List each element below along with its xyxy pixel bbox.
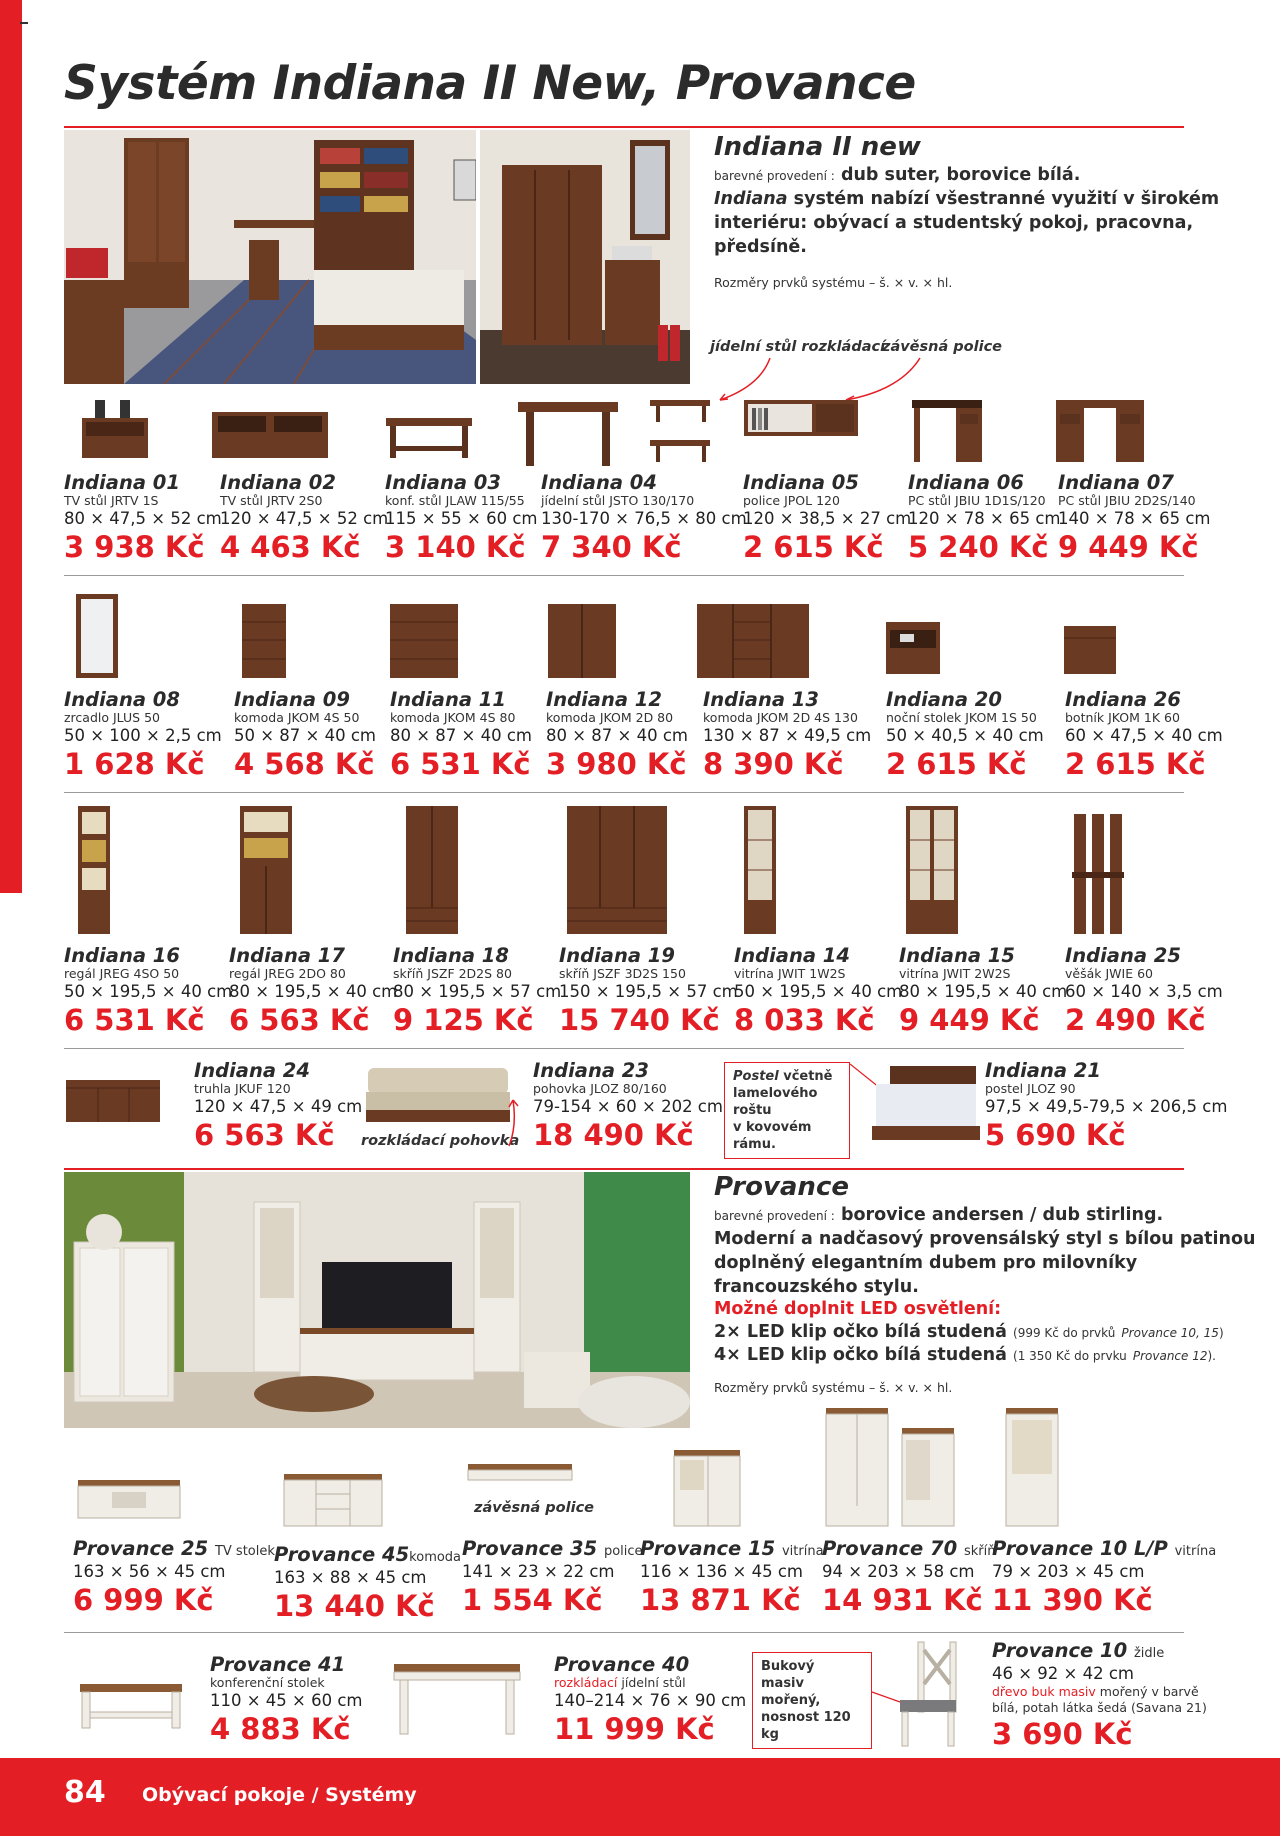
- product-indiana-13: [703, 689, 871, 782]
- chest-icon: [388, 602, 460, 680]
- bed-note-box: [724, 1062, 850, 1159]
- product-indiana-04: [541, 472, 747, 565]
- product-indiana-09: [234, 689, 376, 782]
- product-dims: 80 × 87 × 40 cm: [390, 726, 533, 745]
- product-price: 8 390 Kč: [703, 747, 844, 781]
- product-indiana-07: [1058, 472, 1211, 565]
- left-accent-bar: [0, 0, 22, 893]
- product-desc: skříň JSZF 2D2S 80: [393, 966, 512, 981]
- indiana-desc-line4: předsíně.: [714, 237, 807, 257]
- product-indiana-11: [390, 689, 532, 782]
- product-indiana-17: [229, 945, 397, 1038]
- product-dims: 110 × 45 × 60 cm: [210, 1691, 363, 1710]
- callout-wall-shelf: závěsná police: [882, 339, 1003, 355]
- product-dims: 50 × 100 × 2,5 cm: [64, 726, 222, 745]
- product-desc: skříň JSZF 3D2S 150: [559, 966, 686, 981]
- product-price: 7 340 Kč: [541, 530, 682, 564]
- section-rule: [64, 1168, 1184, 1170]
- callout-sofa: rozkládací pohovka: [361, 1133, 520, 1149]
- row-divider: [64, 1632, 1184, 1633]
- product-dims: 130 × 87 × 49,5 cm: [703, 726, 872, 745]
- product-desc: regál JREG 4SO 50: [64, 966, 180, 981]
- row-divider: [64, 575, 1184, 576]
- page-title: Systém Indiana II New, Provance: [64, 56, 916, 111]
- product-desc: pohovka JLOZ 80/160: [533, 1081, 667, 1096]
- product-price: 8 033 Kč: [734, 1003, 875, 1037]
- tv-stand-wide-icon: [210, 410, 330, 460]
- product-dims: 50 × 195,5 × 40 cm: [734, 982, 903, 1001]
- product-indiana-24: [194, 1060, 362, 1153]
- product-indiana-05: [743, 472, 911, 565]
- provance-section-title: Provance: [714, 1172, 849, 1202]
- product-provance-25: [73, 1538, 275, 1618]
- product-indiana-15: [899, 945, 1067, 1038]
- product-name: Indiana 02: [220, 471, 336, 494]
- product-price: 3 938 Kč: [64, 530, 205, 564]
- product-price: 6 563 Kč: [229, 1003, 370, 1037]
- product-price: 3 690 Kč: [992, 1717, 1133, 1751]
- product-price: 2 615 Kč: [743, 530, 884, 564]
- product-dims: 97,5 × 49,5-79,5 × 206,5 cm: [985, 1097, 1228, 1116]
- product-desc: postel JLOZ 90: [985, 1081, 1076, 1096]
- chair-note-line3: nosnost 120 kg: [761, 1710, 851, 1742]
- chest-trunk-icon: [64, 1078, 162, 1124]
- callout-dining-table: jídelní stůl rozkládací: [710, 339, 886, 355]
- product-name: Provance 15 vitrína: [640, 1537, 824, 1560]
- product-dims: 120 × 38,5 × 27 cm: [743, 509, 912, 528]
- product-desc: konferenční stolek: [210, 1675, 325, 1690]
- tall-vitrine-white-icon: [1004, 1406, 1060, 1530]
- product-dims: 79-154 × 60 × 202 cm: [533, 1097, 723, 1116]
- chair-note-line1: Bukový: [761, 1659, 815, 1674]
- sofa-arrow: [503, 1096, 523, 1150]
- product-desc: komoda JKOM 4S 80: [390, 710, 516, 725]
- product-name: Indiana 26: [1065, 688, 1181, 711]
- product-price: 1 554 Kč: [462, 1583, 603, 1617]
- product-dims: 116 × 136 × 45 cm: [640, 1562, 804, 1581]
- product-dims: 163 × 56 × 45 cm: [73, 1562, 226, 1581]
- product-dims: 80 × 195,5 × 57 cm: [393, 982, 562, 1001]
- product-desc-2: bílá, potah látka šedá (Savana 21): [992, 1700, 1207, 1715]
- product-name: Indiana 08: [64, 688, 180, 711]
- product-price: 9 449 Kč: [1058, 530, 1199, 564]
- indiana-room-photo: [64, 130, 476, 384]
- provance-desc-line3: doplněný elegantním dubem pro milovníky: [714, 1253, 1138, 1273]
- coffee-table-white-icon: [78, 1682, 184, 1730]
- chair-note-line2: masiv mořený,: [761, 1676, 821, 1708]
- product-indiana-01: [64, 472, 222, 565]
- product-price: 2 615 Kč: [1065, 747, 1206, 781]
- product-name: Indiana 19: [559, 944, 675, 967]
- chair-icon: [870, 1640, 966, 1748]
- product-price: 2 490 Kč: [1065, 1003, 1206, 1037]
- product-price: 9 449 Kč: [899, 1003, 1040, 1037]
- product-dims: 94 × 203 × 58 cm: [822, 1562, 975, 1581]
- shelf-white-icon: [466, 1462, 574, 1486]
- product-name: Indiana 17: [229, 944, 345, 967]
- product-price: 6 999 Kč: [73, 1583, 214, 1617]
- bed-note-line1: Postel včetně: [733, 1069, 833, 1084]
- product-dims: 50 × 195,5 × 40 cm: [64, 982, 233, 1001]
- provance-desc-line2: Moderní a nadčasový provensálský styl s bílou patinou: [714, 1229, 1256, 1249]
- indiana-finish: barevné provedení : dub suter, borovice bílá.: [714, 165, 1081, 185]
- product-price: 6 563 Kč: [194, 1118, 335, 1152]
- wardrobe-wide-icon: [565, 804, 669, 936]
- product-dims: 80 × 195,5 × 40 cm: [229, 982, 398, 1001]
- product-name: Indiana 11: [390, 688, 506, 711]
- product-price: 18 490 Kč: [533, 1118, 694, 1152]
- product-price: 1 628 Kč: [64, 747, 205, 781]
- product-desc: komoda JKOM 2D 4S 130: [703, 710, 858, 725]
- product-provance-70: [822, 1538, 995, 1618]
- product-dims: 60 × 47,5 × 40 cm: [1065, 726, 1223, 745]
- provance-desc-line4: francouzského stylu.: [714, 1277, 919, 1297]
- chest-narrow-icon: [240, 602, 288, 680]
- product-indiana-16: [64, 945, 232, 1038]
- product-desc: botník JKOM 1K 60: [1065, 710, 1180, 725]
- product-dims: 80 × 87 × 40 cm: [546, 726, 689, 745]
- vitrine-icon: [742, 804, 778, 936]
- product-name: Indiana 05: [743, 471, 859, 494]
- product-dims: 46 × 92 × 42 cm: [992, 1664, 1135, 1683]
- footer-section-label: Obývací pokoje / Systémy: [142, 1784, 417, 1806]
- product-dims: 141 × 23 × 22 cm: [462, 1562, 615, 1581]
- product-price: 11 390 Kč: [992, 1583, 1153, 1617]
- product-name: Indiana 03: [385, 471, 501, 494]
- dresser-white-icon: [282, 1472, 384, 1530]
- product-indiana-02: [220, 472, 388, 565]
- product-desc: rozkládací jídelní stůl: [554, 1675, 686, 1690]
- product-desc: TV stůl JRTV 1S: [64, 493, 159, 508]
- product-name: Provance 10 židle: [992, 1639, 1165, 1662]
- provance-led2: 4× LED klip očko bílá studená (1 350 Kč do prvku Provance 12).: [714, 1345, 1216, 1365]
- product-indiana-18: [393, 945, 561, 1038]
- product-name: Provance 45komoda: [274, 1543, 462, 1566]
- provance-finish: barevné provedení : borovice andersen / dub stirling.: [714, 1205, 1164, 1225]
- chair-note-box: [752, 1652, 872, 1749]
- product-dims: 79 × 203 × 45 cm: [992, 1562, 1145, 1581]
- product-indiana-21: [985, 1060, 1227, 1153]
- product-dims: 50 × 87 × 40 cm: [234, 726, 377, 745]
- product-name: Indiana 07: [1058, 471, 1174, 494]
- product-indiana-06: [908, 472, 1061, 565]
- product-indiana-14: [734, 945, 902, 1038]
- product-desc: vitrína JWIT 2W2S: [899, 966, 1011, 981]
- product-name: Provance 41: [210, 1653, 346, 1676]
- product-indiana-12: [546, 689, 688, 782]
- tv-stand-icon: [80, 398, 150, 460]
- product-desc: vitrína JWIT 1W2S: [734, 966, 846, 981]
- product-name: Indiana 24: [194, 1059, 310, 1082]
- page-marker: [20, 22, 28, 24]
- product-price: 13 440 Kč: [274, 1589, 435, 1623]
- product-name: Indiana 18: [393, 944, 509, 967]
- coffee-table-icon: [386, 416, 472, 460]
- provance-room-photo: [64, 1172, 690, 1428]
- shoe-cabinet-icon: [1062, 624, 1118, 676]
- product-name: Indiana 09: [234, 688, 350, 711]
- provance-led1: 2× LED klip očko bílá studená (999 Kč do prvků Provance 10, 15): [714, 1322, 1224, 1342]
- product-name: Indiana 14: [734, 944, 850, 967]
- product-desc: PC stůl JBIU 2D2S/140: [1058, 493, 1196, 508]
- product-name: Provance 70 skříň: [822, 1537, 996, 1560]
- product-dims: 150 × 195,5 × 57 cm: [559, 982, 738, 1001]
- product-dims: 80 × 195,5 × 40 cm: [899, 982, 1068, 1001]
- product-price: 4 463 Kč: [220, 530, 361, 564]
- callout-provance-shelf: závěsná police: [474, 1500, 595, 1516]
- product-indiana-26: [1065, 689, 1223, 782]
- product-name: Indiana 04: [541, 471, 657, 494]
- product-desc: truhla JKUF 120: [194, 1081, 291, 1096]
- product-desc: komoda JKOM 2D 80: [546, 710, 674, 725]
- title-rule: [64, 126, 1184, 128]
- product-price: 3 140 Kč: [385, 530, 526, 564]
- product-price: 5 690 Kč: [985, 1118, 1126, 1152]
- product-name: Indiana 01: [64, 471, 180, 494]
- product-name: Indiana 20: [886, 688, 1002, 711]
- nightstand-icon: [884, 620, 942, 676]
- bed-note-line3: v kovovém rámu.: [733, 1120, 812, 1152]
- product-desc: zrcadlo JLUS 50: [64, 710, 160, 725]
- product-name: Indiana 06: [908, 471, 1024, 494]
- product-provance-15: [640, 1538, 824, 1618]
- indiana-hallway-photo: [480, 130, 690, 384]
- product-price: 5 240 Kč: [908, 530, 1049, 564]
- sofa-bed-icon: [364, 1062, 512, 1124]
- bed-note-line2: lamelového roštu: [733, 1086, 818, 1118]
- product-price: 9 125 Kč: [393, 1003, 534, 1037]
- product-indiana-08: [64, 689, 222, 782]
- product-dims: 120 × 47,5 × 49 cm: [194, 1097, 363, 1116]
- product-desc: PC stůl JBIU 1D1S/120: [908, 493, 1046, 508]
- product-name: Provance 40: [554, 1653, 690, 1676]
- product-price: 2 615 Kč: [886, 747, 1027, 781]
- sideboard-icon: [695, 602, 811, 680]
- product-price: 3 980 Kč: [546, 747, 687, 781]
- product-indiana-23: [533, 1060, 723, 1153]
- product-provance-10-lp: [992, 1538, 1216, 1618]
- product-dims: 80 × 47,5 × 52 cm: [64, 509, 222, 528]
- product-provance-35: [462, 1538, 643, 1618]
- provance-led-title: Možné doplnit LED osvětlení:: [714, 1299, 1002, 1319]
- product-indiana-03: [385, 472, 538, 565]
- bookcase-wide-icon: [238, 804, 294, 936]
- product-dims: 115 × 55 × 60 cm: [385, 509, 538, 528]
- wardrobe-white-icon: [824, 1406, 960, 1530]
- product-desc: noční stolek JKOM 1S 50: [886, 710, 1037, 725]
- product-price: 13 871 Kč: [640, 1583, 801, 1617]
- coat-rack-icon: [1070, 812, 1126, 936]
- product-desc: věšák JWIE 60: [1065, 966, 1153, 981]
- desk-wide-icon: [1054, 398, 1146, 464]
- provance-dims-note: Rozměry prvků systému – š. × v. × hl.: [714, 1380, 953, 1395]
- indiana-dims-note: Rozměry prvků systému – š. × v. × hl.: [714, 275, 953, 290]
- dining-table-icon: [516, 398, 712, 468]
- product-name: Indiana 13: [703, 688, 819, 711]
- product-price: 4 568 Kč: [234, 747, 375, 781]
- product-indiana-25: [1065, 945, 1223, 1038]
- product-provance-41: [210, 1654, 363, 1747]
- product-dims: 120 × 78 × 65 cm: [908, 509, 1061, 528]
- product-provance-10-chair: [992, 1640, 1207, 1752]
- product-dims: 130-170 × 76,5 × 80 cm: [541, 509, 747, 528]
- row-divider: [64, 792, 1184, 793]
- product-dims: 140 × 78 × 65 cm: [1058, 509, 1211, 528]
- dining-table-white-icon: [392, 1662, 522, 1736]
- product-price: 14 931 Kč: [822, 1583, 983, 1617]
- wardrobe-icon: [404, 804, 460, 936]
- product-price: 11 999 Kč: [554, 1712, 715, 1746]
- product-price: 4 883 Kč: [210, 1712, 351, 1746]
- bookcase-icon: [76, 804, 112, 936]
- product-provance-40: [554, 1654, 746, 1747]
- product-dims: 50 × 40,5 × 40 cm: [886, 726, 1044, 745]
- product-dims: 120 × 47,5 × 52 cm: [220, 509, 389, 528]
- product-desc: police JPOL 120: [743, 493, 840, 508]
- product-desc: TV stůl JRTV 2S0: [220, 493, 323, 508]
- indiana-section-title: Indiana II new: [714, 132, 921, 162]
- product-price: 6 531 Kč: [390, 747, 531, 781]
- vitrine-wide-icon: [904, 804, 960, 936]
- product-dims: 60 × 140 × 3,5 cm: [1065, 982, 1223, 1001]
- product-name: Indiana 16: [64, 944, 180, 967]
- product-name: Provance 25 TV stolek: [73, 1537, 275, 1560]
- product-dims: 163 × 88 × 45 cm: [274, 1568, 427, 1587]
- product-name: Provance 35 police: [462, 1537, 643, 1560]
- mirror-icon: [74, 592, 120, 680]
- product-provance-45: [274, 1544, 461, 1624]
- product-name: Indiana 12: [546, 688, 662, 711]
- desk-icon: [910, 398, 984, 464]
- product-name: Indiana 25: [1065, 944, 1181, 967]
- row-divider: [64, 1048, 1184, 1049]
- product-price: 15 740 Kč: [559, 1003, 720, 1037]
- cabinet-icon: [546, 602, 618, 680]
- product-desc: konf. stůl JLAW 115/55: [385, 493, 525, 508]
- bed-icon: [850, 1062, 980, 1142]
- product-name: Indiana 21: [985, 1059, 1101, 1082]
- product-dims: 140–214 × 76 × 90 cm: [554, 1691, 747, 1710]
- product-name: Indiana 23: [533, 1059, 649, 1082]
- vitrine-white-icon: [672, 1448, 742, 1528]
- wall-shelf-icon: [742, 398, 860, 438]
- product-indiana-19: [559, 945, 738, 1038]
- tv-stand-white-icon: [76, 1478, 182, 1522]
- product-desc: regál JREG 2DO 80: [229, 966, 346, 981]
- product-desc: komoda JKOM 4S 50: [234, 710, 360, 725]
- product-name: Provance 10 L/P vitrína: [992, 1537, 1217, 1560]
- product-desc: dřevo buk masiv mořený v barvě: [992, 1684, 1199, 1699]
- indiana-desc-line2: Indiana systém nabízí všestranné využití v širokém: [714, 189, 1220, 209]
- product-name: Indiana 15: [899, 944, 1015, 967]
- product-indiana-20: [886, 689, 1044, 782]
- page-number: 84: [64, 1775, 106, 1810]
- indiana-desc-line3: interiéru: obývací a studentský pokoj, pracovna,: [714, 213, 1194, 233]
- product-price: 6 531 Kč: [64, 1003, 205, 1037]
- product-desc: jídelní stůl JSTO 130/170: [541, 493, 695, 508]
